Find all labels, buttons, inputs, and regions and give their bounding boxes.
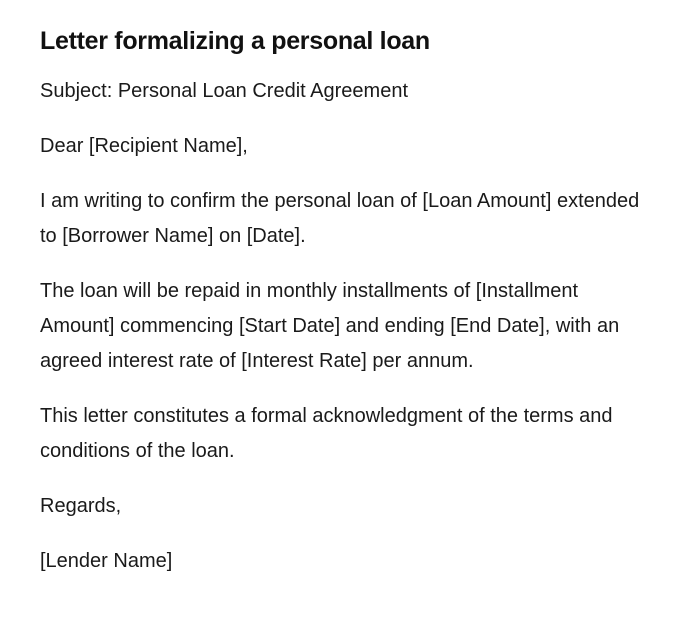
body-paragraph-confirmation: I am writing to confirm the personal loan of [Loan Amount] extended to [Borrower Name] on [Date]. <box>40 190 640 247</box>
body-paragraph-repayment: The loan will be repaid in monthly installments of [Installment Amount] commencing [Start Date] and ending [End Date], with an agreed interest rate of [Interest Rate] per annum. <box>40 280 620 372</box>
signature: [Lender Name] <box>40 550 173 572</box>
salutation: Dear [Recipient Name], <box>40 135 248 157</box>
page-title: Letter formalizing a personal loan <box>40 27 430 55</box>
subject-line: Subject: Personal Loan Credit Agreement <box>40 80 408 102</box>
closing: Regards, <box>40 495 122 517</box>
body-paragraph-acknowledgment: This letter constitutes a formal acknowledgment of the terms and conditions of the loan. <box>40 405 613 462</box>
